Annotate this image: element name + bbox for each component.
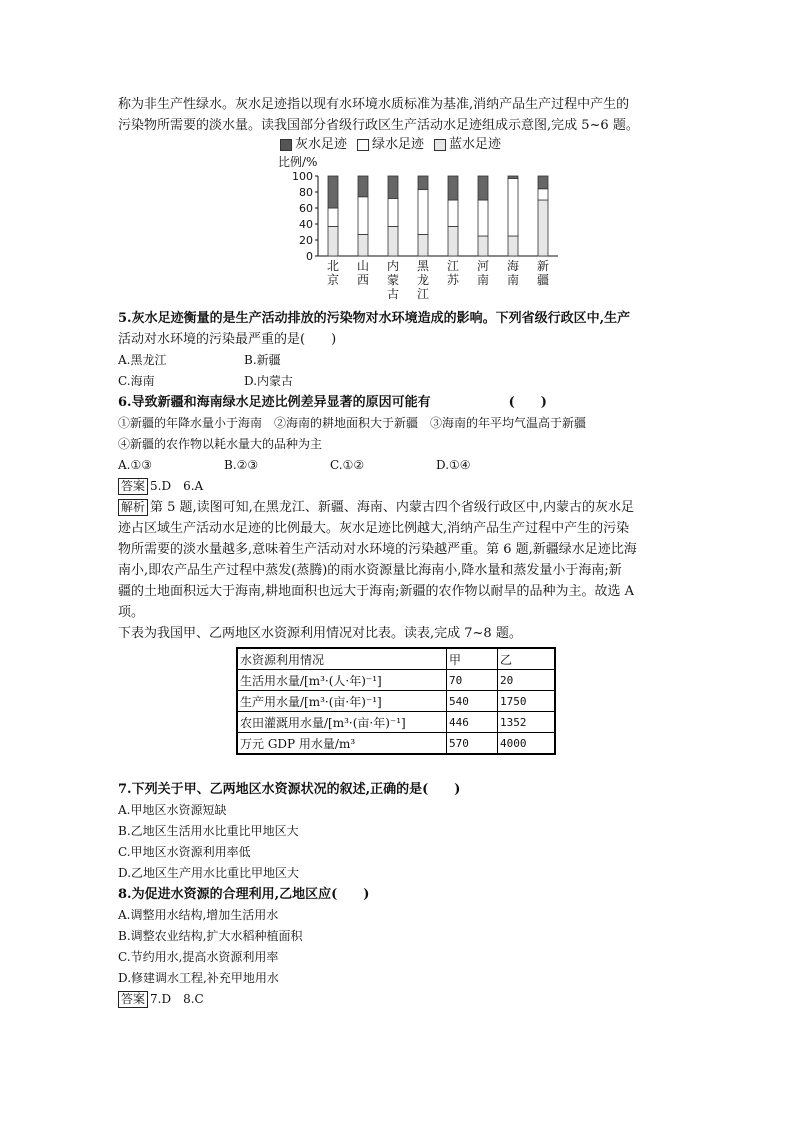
water-footprint-chart (268, 136, 568, 308)
question-5-line-1: 5.灰水足迹衡量的是生产活动排放的污染物对水环境造成的影响。下列省级行政区中,生产 (118, 311, 631, 326)
table-cell: 生活用水量/[m³·(人·年)⁻¹] (237, 670, 447, 691)
bar-segment (448, 200, 458, 226)
q8-option-d[interactable]: D.修建调水工程,补充甲地用水 (118, 971, 279, 985)
bar-segment (508, 176, 518, 178)
table-header-row (237, 648, 555, 670)
table-cell: 生产用水量/[m³·(亩·年)⁻¹] (237, 691, 447, 712)
legend-item-grey (280, 136, 347, 154)
question-5-options-row-1 (118, 350, 678, 371)
chart-plot (268, 154, 568, 308)
x-tick-label: 内 (386, 259, 400, 273)
y-tick-label: 0 (306, 250, 313, 263)
x-tick-label: 黑 (416, 259, 430, 273)
x-tick-label: 江 (416, 287, 430, 301)
q7-option-b[interactable]: B.乙地区生活用水比重比甲地区大 (118, 824, 299, 838)
bar-segment (538, 200, 548, 256)
q7-option-c[interactable]: C.甲地区水资源利用率低 (118, 845, 251, 859)
q5-option-c[interactable]: C.海南 (118, 374, 155, 388)
chart-x-labels (327, 258, 549, 301)
table-cell: 万元 GDP 用水量/m³ (237, 733, 447, 755)
y-tick-label: 60 (299, 202, 313, 215)
q7-option-d[interactable]: D.乙地区生产用水比重比甲地区大 (118, 866, 300, 880)
bar-segment (478, 176, 488, 200)
x-tick-label: 江 (446, 259, 460, 273)
legend-swatch-grey (280, 139, 292, 151)
bar-segment (418, 176, 428, 190)
bar-segment (358, 197, 368, 235)
question-6-line-1: 6.导致新疆和海南绿水足迹比例差异显著的原因可能有 ( ) (118, 395, 547, 410)
intro-line-2: 污染物所需要的淡水量。读我国部分省级行政区生产活动水足迹组成示意图,完成 5~6 题。 (118, 118, 639, 133)
legend-swatch-blue (434, 139, 446, 151)
bar-segment (418, 234, 428, 256)
x-tick-label: 蒙 (386, 273, 400, 287)
bar-segment (418, 190, 428, 235)
x-tick-label: 新 (536, 259, 550, 273)
bar-segment (508, 178, 518, 236)
bar-segment (538, 189, 548, 200)
question-6-options (118, 455, 678, 476)
legend-label-green: 绿水足迹 (372, 137, 425, 152)
table-cell: 1750 (498, 691, 556, 712)
table-cell: 570 (447, 733, 498, 755)
question-6-line-3: ④新疆的农作物以耗水量大的品种为主 (118, 437, 323, 451)
table-header-cell: 水资源利用情况 (237, 648, 447, 670)
legend-label-grey: 灰水足迹 (295, 137, 348, 152)
bar-segment (328, 226, 338, 256)
answer-tag: 答案 (118, 478, 148, 495)
table-row (237, 712, 555, 733)
table-header-cell: 甲 (447, 648, 498, 670)
chart-bars (328, 176, 548, 256)
analysis-line-6: 项。 (118, 605, 145, 620)
question-6-line-2: ①新疆的年降水量小于海南 ②海南的耕地面积大于新疆 ③海南的年平均气温高于新疆 (118, 416, 587, 430)
x-tick-label: 京 (326, 273, 340, 287)
question-5-options-row-2 (118, 371, 678, 392)
x-tick-label: 北 (326, 259, 340, 273)
table-cell: 540 (447, 691, 498, 712)
q5-option-a[interactable]: A.黑龙江 (118, 353, 167, 367)
bar-segment (478, 236, 488, 256)
intro-line-1: 称为非生产性绿水。灰水足迹指以现有水环境水质标准为基准,消纳产品生产过程中产生的 (118, 97, 630, 112)
x-tick-label: 南 (506, 273, 520, 287)
bar-segment (448, 226, 458, 256)
bar-segment (388, 198, 398, 226)
bar-segment (508, 236, 518, 256)
bar-segment (388, 226, 398, 256)
x-tick-label: 龙 (416, 273, 430, 287)
q8-option-c[interactable]: C.节约用水,提高水资源利用率 (118, 950, 279, 964)
bar-segment (448, 176, 458, 200)
legend-item-blue (434, 136, 501, 154)
question-7-stem: 7.下列关于甲、乙两地区水资源状况的叙述,正确的是( ) (118, 782, 461, 797)
answer-tag: 答案 (118, 991, 148, 1008)
y-axis-label: 比例/% (278, 155, 318, 169)
q6-option-b[interactable]: B.②③ (224, 458, 259, 472)
x-tick-label: 山 (356, 259, 370, 273)
table-cell: 70 (447, 670, 498, 691)
y-tick-label: 80 (299, 186, 313, 199)
document-page (118, 94, 678, 1010)
table-header-cell: 乙 (498, 648, 556, 670)
table-intro: 下表为我国甲、乙两地区水资源利用情况对比表。读表,完成 7~8 题。 (118, 626, 522, 641)
bar-segment (538, 176, 548, 189)
legend-swatch-green (357, 139, 369, 151)
analysis-line-1: 第 5 题,读图可知,在黑龙江、新疆、海南、内蒙古四个省级行政区中,内蒙古的灰水足 (150, 500, 634, 515)
answer-text-1: 5.D 6.A (150, 479, 204, 493)
table-cell: 20 (498, 670, 556, 691)
q6-option-d[interactable]: D.①④ (436, 458, 471, 472)
analysis-line-5: 疆的土地面积远大于海南,耕地面积也远大于海南;新疆的农作物以耐旱的品种为主。故选 A (118, 584, 635, 599)
table-cell: 446 (447, 712, 498, 733)
legend-label-blue: 蓝水足迹 (449, 137, 502, 152)
analysis-line-4: 南小,即农产品生产过程中蒸发(蒸腾)的雨水资源量比海南小,降水量和蒸发量小于海南;新 (118, 563, 622, 578)
y-tick-label: 40 (299, 218, 313, 231)
x-tick-label: 西 (356, 273, 370, 287)
x-tick-label: 海 (506, 259, 520, 273)
answer-block-2 (118, 989, 678, 1010)
x-tick-label: 南 (476, 273, 490, 287)
question-8-stem: 8.为促进水资源的合理利用,乙地区应( ) (118, 887, 370, 902)
q7-option-a[interactable]: A.甲地区水资源短缺 (118, 803, 227, 817)
table-row (237, 691, 555, 712)
answer-block-1 (118, 476, 678, 497)
q8-option-b[interactable]: B.调整农业结构,扩大水稻种植面积 (118, 929, 303, 943)
x-tick-label: 疆 (536, 273, 550, 287)
y-tick-label: 20 (299, 234, 313, 247)
chart-legend (268, 136, 568, 154)
y-tick-label: 100 (292, 170, 313, 183)
table-cell: 1352 (498, 712, 556, 733)
x-tick-label: 苏 (446, 273, 460, 287)
bar-segment (478, 200, 488, 236)
analysis-line-3: 物所需要的淡水量越多,意味着生产活动对水环境的污染越严重。第 6 题,新疆绿水足迹比海 (118, 542, 637, 557)
q6-option-a[interactable]: A.①③ (118, 458, 152, 472)
table-row (237, 670, 555, 691)
table-row (237, 733, 555, 755)
answer-text-2: 7.D 8.C (150, 992, 204, 1006)
q8-option-a[interactable]: A.调整用水结构,增加生活用水 (118, 908, 279, 922)
q5-option-d[interactable]: D.内蒙古 (244, 374, 294, 388)
table-cell: 农田灌溉用水量/[m³·(亩·年)⁻¹] (237, 712, 447, 733)
q5-option-b[interactable]: B.新疆 (244, 353, 281, 367)
legend-item-green (357, 136, 424, 154)
bar-segment (328, 208, 338, 226)
bar-segment (328, 176, 338, 208)
q6-option-c[interactable]: C.①② (330, 458, 365, 472)
analysis-tag: 解析 (118, 499, 148, 516)
question-5-line-2: 活动对水环境的污染最严重的是( ) (118, 332, 337, 347)
analysis-line-2: 迹占区域生产活动水足迹的比例最大。灰水足迹比例越大,消纳产品生产过程中产生的污染 (118, 521, 630, 536)
bar-segment (358, 234, 368, 256)
x-tick-label: 古 (386, 287, 400, 301)
bar-segment (388, 176, 398, 198)
analysis-block (118, 497, 678, 623)
x-tick-label: 河 (476, 259, 490, 273)
table-cell: 4000 (498, 733, 556, 755)
bar-segment (358, 176, 368, 197)
water-usage-table (236, 647, 556, 755)
